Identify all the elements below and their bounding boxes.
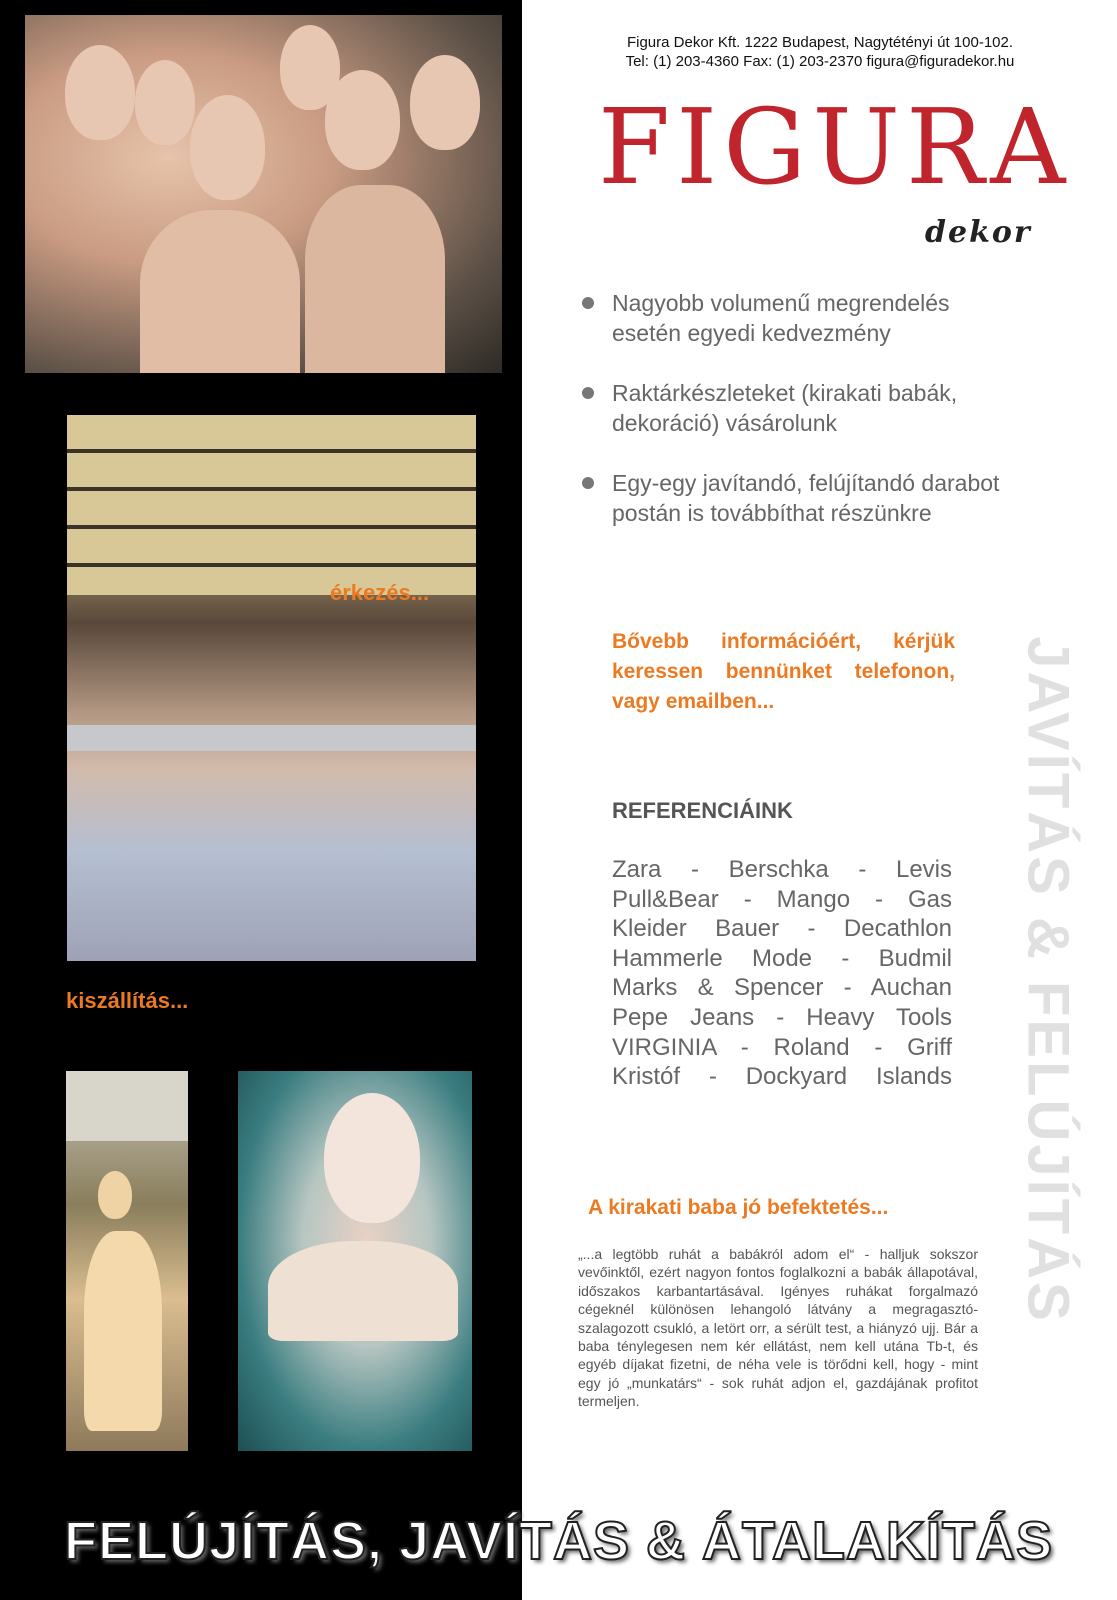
torso-mannequin-photo [66, 1071, 188, 1451]
mannequin-head-6 [410, 55, 480, 150]
investment-slogan: A kirakati baba jó befektetés... [588, 1196, 889, 1219]
truck-ceiling-slats [67, 415, 476, 595]
company-address: Figura Dekor Kft. 1222 Budapest, Nagytétényi út 100-102. [626, 34, 1014, 51]
mannequin-head-1 [65, 45, 135, 140]
reference-line: Pepe Jeans - Heavy Tools [612, 1003, 952, 1031]
footer-title: FELÚJÍTÁS, JAVÍTÁS & ÁTALAKÍTÁS [63, 1511, 1054, 1571]
reference-line: Marks & Spencer - Auchan [612, 974, 952, 1002]
packing-roll [66, 1071, 188, 1141]
reference-line: Pull&Bear - Mango - Gas [612, 885, 952, 913]
truck-arrival-photo [67, 415, 476, 961]
truck-metal-bar [67, 725, 476, 751]
reference-line: Hammerle Mode - Budmil [612, 944, 952, 972]
reference-line: Kristóf - Dockyard Islands [612, 1063, 952, 1091]
mannequin-torso-1 [140, 210, 300, 373]
delivery-caption: kiszállítás... [66, 988, 189, 1013]
bullet-icon [582, 297, 594, 309]
vertical-side-title: JAVÍTÁS & FELÚJÍTÁS [1015, 636, 1081, 1324]
mannequin-head-3 [190, 95, 265, 200]
reference-line: Kleider Bauer - Decathlon [612, 915, 952, 943]
mannequin-head-5 [325, 70, 400, 170]
bust-shoulders [268, 1241, 458, 1341]
mannequin-torso-2 [305, 185, 445, 373]
references-list [612, 855, 952, 1092]
mannequin-group-photo [25, 15, 502, 373]
bullet-icon [582, 477, 594, 489]
reference-line: Zara - Berschka - Levis [612, 856, 952, 883]
mannequin-head-2 [135, 60, 195, 145]
contact-invitation: Bővebb információért, kérjük keressen bennünket telefonon, vagy emailben... [612, 630, 955, 713]
body-paragraph: „...a legtöbb ruhát a babákról adom el“ - halljuk sokszor vevőinktől, ezért nagyon fontos foglalkozni a babák állapotával, időszakos karbantartásával. Igényes ruhákat forgalmazó cégeknél különösen lehangoló látvány a megragasztó-szalagozott csukló, a letört orr, a sérült test, a hiányzó ujj. Bár a baba ténylegesen nem kér ellátást, nem kell utána Tb-t, és egyéb díjakat fizetni, de néha vele is törődni kell, hogy - mint egy jó „munkatárs“ - sok ruhát adjon el, gazdájának profitot termeljen. [578, 1246, 978, 1410]
references-heading: REFERENCIÁINK [612, 798, 793, 823]
bust-mannequin-photo [238, 1071, 472, 1451]
bust-head [324, 1093, 420, 1223]
company-contact: Tel: (1) 203-4360 Fax: (1) 203-2370 figura@figuradekor.hu [625, 53, 1015, 70]
dekor-logo-sub: dekor [925, 215, 1032, 250]
feature-item: Raktárkészleteket (kirakati babák, dekoráció) vásárolunk [582, 378, 1022, 438]
reference-line: VIRGINIA - Roland - Griff [612, 1033, 952, 1061]
feature-item: Egy-egy javítandó, felújítandó darabot postán is továbbíthat részünkre [582, 468, 1022, 528]
feature-item: Nagyobb volumenű megrendelés esetén egyedi kedvezmény [582, 288, 1022, 348]
torso-head [98, 1171, 132, 1219]
figura-logo: FIGURA [598, 86, 1072, 208]
bullet-icon [582, 387, 594, 399]
arrival-caption: érkezés... [330, 580, 430, 605]
feature-list [582, 288, 1022, 558]
torso-body [84, 1231, 162, 1431]
